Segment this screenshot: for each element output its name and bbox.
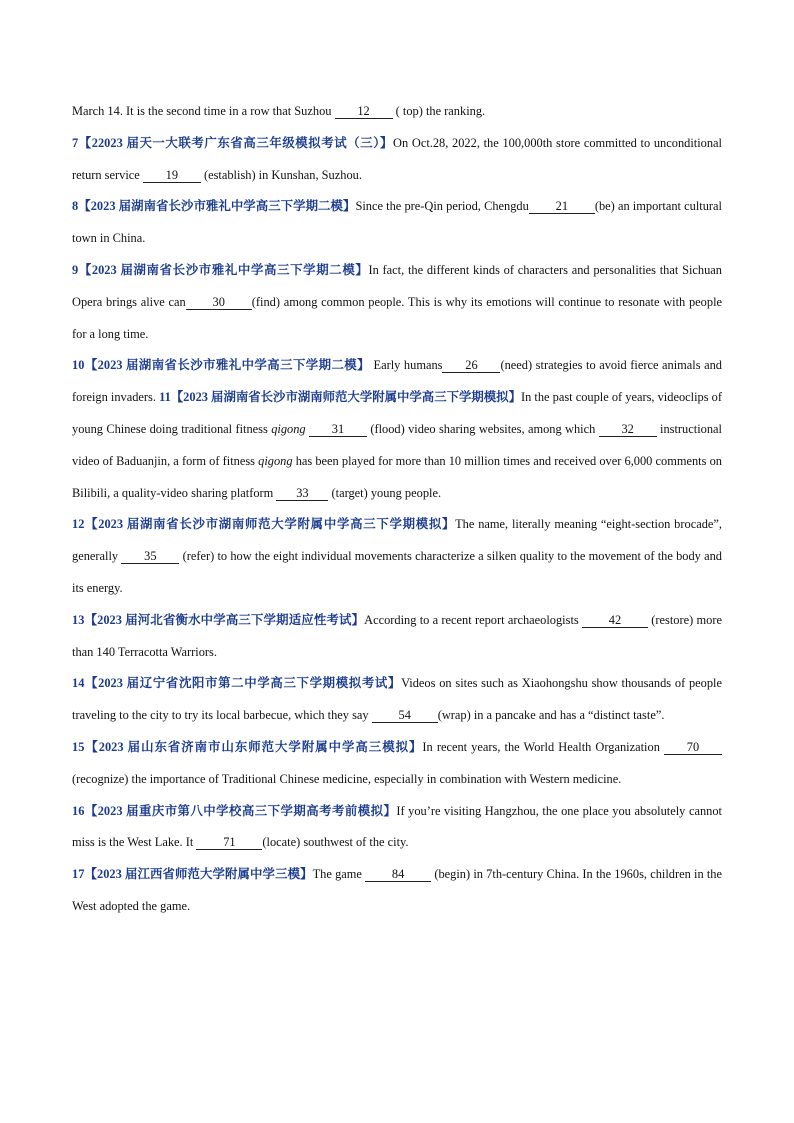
- question-6-tail: [72, 96, 722, 128]
- question-text: (target) young people.: [328, 485, 442, 500]
- question-text: The name, literally meaning “eight-section brocade”, generally: [72, 517, 722, 564]
- question-17: [72, 859, 722, 923]
- question-source: 9【2023 届湖南省长沙市雅礼中学高三下学期二模】: [72, 262, 369, 277]
- question-text: (recognize) the importance of Traditional Chinese medicine, especially in combination with Western medicine.: [72, 771, 622, 786]
- question-13: [72, 605, 722, 669]
- question-text: (wrap) in a pancake and has a “distinct taste”.: [437, 708, 665, 723]
- answer-blank: 32: [599, 422, 657, 437]
- question-text: (be) an important cultural town in China.: [72, 199, 722, 246]
- answer-blank: 71: [196, 835, 262, 850]
- question-text: March 14. It is the second time in a row that Suzhou: [72, 104, 335, 118]
- answer-blank: 21: [529, 199, 595, 214]
- answer-blank: 70: [664, 740, 722, 755]
- answer-blank: 12: [335, 104, 393, 119]
- question-text: In recent years, the World Health Organization: [422, 739, 664, 754]
- question-text: The game: [312, 867, 366, 882]
- question-text: In the past couple of years, videoclips of young Chinese doing traditional fitness: [72, 390, 722, 436]
- question-text: (flood) video sharing websites, among which: [366, 421, 599, 436]
- answer-blank: 33: [276, 486, 328, 501]
- question-text: (locate) southwest of the city.: [262, 835, 409, 850]
- question-source: 15【2023 届山东省济南市山东师范大学附属中学高三模拟】: [72, 739, 423, 754]
- question-text: According to a recent report archaeologists: [364, 612, 582, 627]
- answer-blank: 26: [442, 358, 500, 373]
- question-text: Since the pre-Qin period, Chengdu: [355, 199, 529, 214]
- question-source: 7【22023 届天一大联考广东省高三年级模拟考试（三）】: [72, 135, 394, 150]
- question-14: [72, 668, 722, 732]
- answer-blank: 35: [121, 549, 179, 564]
- question-text: instructional video of Baduanjin, a form of fitness: [72, 421, 722, 468]
- question-text: ( top) the ranking.: [392, 104, 486, 118]
- question-source: 17【2023 届江西省师范大学附属中学三模】: [72, 867, 313, 882]
- italic-term: qigong: [258, 453, 293, 468]
- question-8: [72, 191, 722, 255]
- question-text: On Oct.28, 2022, the 100,000th store committed to unconditional return service: [72, 135, 722, 182]
- question-source: 16【2023 届重庆市第八中学校高三下学期高考考前模拟】: [72, 803, 397, 818]
- question-source: 8【2023 届湖南省长沙市雅礼中学高三下学期二模】: [72, 199, 356, 214]
- question-9: [72, 255, 722, 350]
- question-text: Early humans: [370, 358, 443, 373]
- question-text: (refer) to how the eight individual movements characterize a silken quality to the movement of the body and its energy.: [72, 549, 722, 595]
- question-source: 13【2023 届河北省衡水中学高三下学期适应性考试】: [72, 612, 365, 627]
- answer-blank: 42: [582, 613, 648, 628]
- document-page: [72, 96, 722, 923]
- italic-term: qigong: [271, 421, 306, 436]
- question-text: In fact, the different kinds of characters and personalities that Sichuan Opera brings alive can: [72, 262, 722, 309]
- question-text: (restore) more than 140 Terracotta Warriors.: [72, 612, 722, 659]
- question-text: (need) strategies to avoid fierce animals and foreign invaders.: [72, 358, 722, 405]
- question-text: Videos on sites such as Xiaohongshu show thousands of people traveling to the city to try its local barbecue, which they say: [72, 676, 722, 723]
- question-10-11: [72, 350, 722, 509]
- question-text: If you’re visiting Hangzhou, the one place you absolutely cannot miss is the West Lake. It: [72, 803, 722, 850]
- question-source: 14【2023 届辽宁省沈阳市第二中学高三下学期模拟考试】: [72, 676, 402, 691]
- question-source: 11【2023 届湖南省长沙市湖南师范大学附属中学高三下学期模拟】: [159, 390, 521, 405]
- question-7: [72, 128, 722, 192]
- question-text: (find) among common people. This is why its emotions will continue to resonate with people for a long time.: [72, 294, 723, 341]
- answer-blank: 54: [372, 708, 438, 723]
- question-source: 10【2023 届湖南省长沙市雅礼中学高三下学期二模】: [72, 358, 370, 373]
- question-text: has been played for more than 10 million times and received over 6,000 comments on Bilibili, a quality-video sharing platform: [72, 453, 722, 500]
- answer-blank: 84: [365, 867, 431, 882]
- question-text: (begin) in 7th-century China. In the 1960s, children in the West adopted the game.: [72, 867, 723, 913]
- question-12: [72, 509, 722, 604]
- question-source: 12【2023 届湖南省长沙市湖南师范大学附属中学高三下学期模拟】: [72, 517, 456, 532]
- answer-blank: 30: [186, 295, 252, 310]
- answer-blank: 19: [143, 168, 201, 183]
- question-16: [72, 796, 722, 860]
- question-text: (establish) in Kunshan, Suzhou.: [200, 167, 362, 182]
- answer-blank: 31: [309, 422, 367, 437]
- question-15: [72, 732, 722, 796]
